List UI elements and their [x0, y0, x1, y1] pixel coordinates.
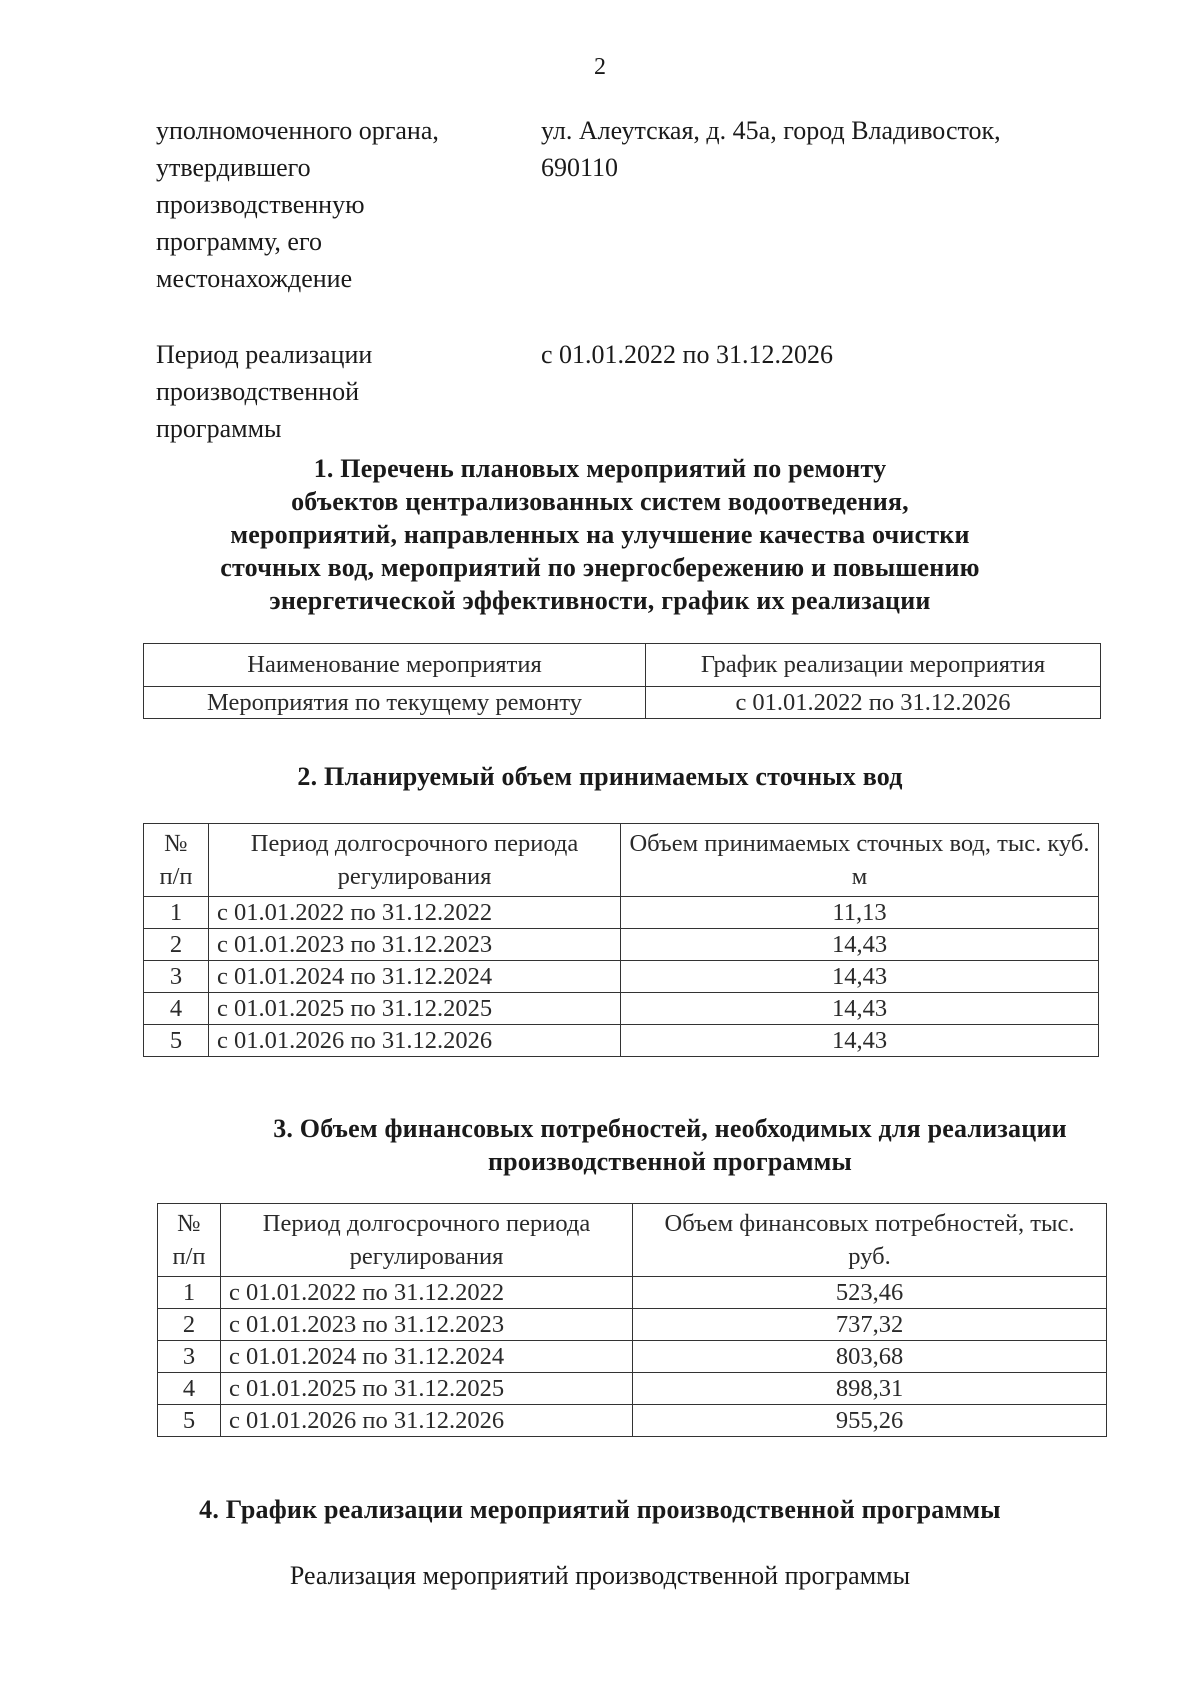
row-number: 4: [158, 1373, 221, 1405]
authority-label: [156, 112, 439, 297]
label-line: Период реализации: [156, 340, 373, 369]
financial-needs-table: [157, 1203, 1107, 1437]
column-header: Объем принимаемых сточных вод, тыс. куб. м: [621, 824, 1099, 897]
period-cell: с 01.01.2025 по 31.12.2025: [209, 993, 621, 1025]
label-line: местонахождение: [156, 264, 353, 293]
column-header: Объем финансовых потребностей, тыс. руб.: [633, 1204, 1107, 1277]
period-label: [156, 336, 372, 447]
column-header: № п/п: [144, 824, 209, 897]
table-row: [158, 1373, 1107, 1405]
section4-title: 4. График реализации мероприятий производственной программы: [199, 1495, 1001, 1524]
row-number: 1: [144, 897, 209, 929]
section1-title: 1. Перечень плановых мероприятий по ремонту объектов централизованных систем водоотведения, мероприятий, направленных на улучшение качества очистки сточных вод, мероприятий по энергосбережению и повышению энергетической эффективности, график их реализации: [220, 454, 980, 615]
table-cell: с 01.01.2022 по 31.12.2026: [646, 687, 1101, 719]
table-header-row: [158, 1204, 1107, 1277]
table-row: [158, 1405, 1107, 1437]
table-row: [144, 929, 1099, 961]
value-line: с 01.01.2022 по 31.12.2026: [541, 340, 833, 369]
amount-cell: 955,26: [633, 1405, 1107, 1437]
amount-cell: 898,31: [633, 1373, 1107, 1405]
volume-cell: 11,13: [621, 897, 1099, 929]
authority-address: [541, 112, 1001, 186]
row-number: 5: [144, 1025, 209, 1057]
amount-cell: 803,68: [633, 1341, 1107, 1373]
page-number: 2: [594, 54, 606, 80]
label-line: уполномоченного органа,: [156, 116, 439, 145]
row-number: 3: [158, 1341, 221, 1373]
column-header: График реализации мероприятия: [646, 644, 1101, 687]
row-number: 3: [144, 961, 209, 993]
table-row: [158, 1309, 1107, 1341]
label-line: производственную: [156, 190, 365, 219]
table-row: [144, 1025, 1099, 1057]
period-cell: с 01.01.2026 по 31.12.2026: [221, 1405, 633, 1437]
volume-cell: 14,43: [621, 929, 1099, 961]
period-cell: с 01.01.2026 по 31.12.2026: [209, 1025, 621, 1057]
volume-cell: 14,43: [621, 961, 1099, 993]
label-line: утвердившего: [156, 153, 311, 182]
value-line: ул. Алеутская, д. 45а, город Владивосток,: [541, 116, 1001, 145]
table-row: [158, 1341, 1107, 1373]
label-line: производственной: [156, 377, 359, 406]
section4-text: Реализация мероприятий производственной программы: [289, 1561, 911, 1590]
table-row: [144, 961, 1099, 993]
period-cell: с 01.01.2022 по 31.12.2022: [209, 897, 621, 929]
measures-table: [143, 643, 1101, 719]
table-row: [144, 993, 1099, 1025]
section2-title: 2. Планируемый объем принимаемых сточных вод: [297, 762, 903, 791]
column-header: Период долгосрочного периода регулирования: [221, 1204, 633, 1277]
column-header: № п/п: [158, 1204, 221, 1277]
table-row: [144, 897, 1099, 929]
amount-cell: 737,32: [633, 1309, 1107, 1341]
volume-cell: 14,43: [621, 993, 1099, 1025]
column-header: Период долгосрочного периода регулирования: [209, 824, 621, 897]
table-cell: Мероприятия по текущему ремонту: [144, 687, 646, 719]
value-line: 690110: [541, 153, 619, 182]
table-row: [144, 687, 1101, 719]
period-cell: с 01.01.2025 по 31.12.2025: [221, 1373, 633, 1405]
period-value: [541, 336, 833, 373]
label-line: программы: [156, 414, 282, 443]
wastewater-volume-table: [143, 823, 1099, 1057]
row-number: 4: [144, 993, 209, 1025]
period-cell: с 01.01.2022 по 31.12.2022: [221, 1277, 633, 1309]
label-line: программу, его: [156, 227, 322, 256]
table-row: [158, 1277, 1107, 1309]
period-cell: с 01.01.2023 по 31.12.2023: [221, 1309, 633, 1341]
volume-cell: 14,43: [621, 1025, 1099, 1057]
column-header: Наименование мероприятия: [144, 644, 646, 687]
period-cell: с 01.01.2024 по 31.12.2024: [221, 1341, 633, 1373]
period-cell: с 01.01.2024 по 31.12.2024: [209, 961, 621, 993]
section3-title: 3. Объем финансовых потребностей, необходимых для реализации производственной программы: [273, 1114, 1067, 1176]
table-header-row: [144, 644, 1101, 687]
row-number: 1: [158, 1277, 221, 1309]
row-number: 2: [158, 1309, 221, 1341]
row-number: 2: [144, 929, 209, 961]
period-cell: с 01.01.2023 по 31.12.2023: [209, 929, 621, 961]
amount-cell: 523,46: [633, 1277, 1107, 1309]
row-number: 5: [158, 1405, 221, 1437]
table-header-row: [144, 824, 1099, 897]
